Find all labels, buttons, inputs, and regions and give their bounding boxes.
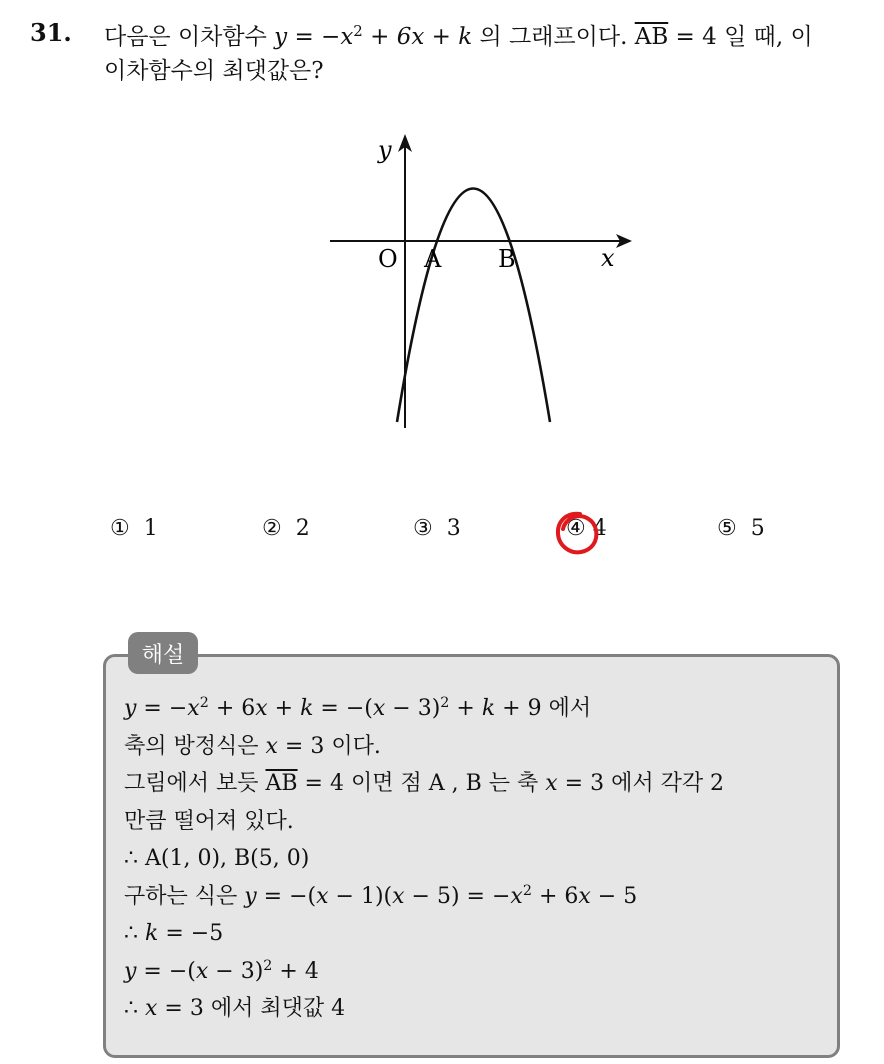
choice-1[interactable] <box>110 516 158 541</box>
solution-lines <box>124 690 830 1028</box>
question-equation-a: y = −x <box>274 24 354 50</box>
choice-5[interactable] <box>717 516 765 541</box>
choice-marker: ② <box>262 516 282 541</box>
answer-circle-mark <box>554 508 602 558</box>
y-axis-label: y <box>378 136 392 164</box>
solution-line-4: 만큼 떨어져 있다. <box>124 808 294 834</box>
choice-value: 5 <box>750 516 765 541</box>
solution-line-1: $y = -x^2 + 6x + k = -(x - 3)^2 + k + 9$ 에서 <box>124 695 592 721</box>
answer-choices <box>0 516 884 556</box>
solution-line-2: 축의 방정식은 x = 3 이다. <box>124 733 381 759</box>
point-a-label: A <box>424 245 442 273</box>
choice-value: 3 <box>446 516 461 541</box>
question-equation-b: + 6x + k <box>362 24 473 50</box>
point-b-label: B <box>498 245 516 273</box>
parabola-curve <box>397 189 550 423</box>
solution-line-3: 그림에서 보듯 $\overline{AB} = 4$ 이면 점 A , B 는 축 x = 3 에서 각각 2 <box>124 771 725 796</box>
choice-marker: ① <box>110 516 130 541</box>
solution-line-8: $y = -(x - 3)^2 + 4$ <box>124 957 319 984</box>
exponent: 2 <box>353 21 363 40</box>
question-number: 31. <box>30 18 72 47</box>
choice-value: 4 <box>592 516 607 541</box>
choice-marker: ④ <box>566 516 586 541</box>
choice-value: 1 <box>143 516 158 541</box>
solution-tag: 해설 <box>128 632 198 674</box>
parabola-graph <box>320 124 640 434</box>
red-circle-stroke <box>558 514 596 553</box>
question-line-2: 이차함수의 최댓값은? <box>104 58 324 84</box>
question-text-c: = 4 일 때, 이 <box>668 24 813 50</box>
x-axis-label: x <box>601 244 615 272</box>
choice-value: 2 <box>295 516 310 541</box>
origin-label: O <box>378 245 398 273</box>
choice-3[interactable] <box>413 516 461 541</box>
choice-marker: ⑤ <box>717 516 737 541</box>
solution-line-7: ∴ k = −5 <box>124 921 224 946</box>
question-text <box>104 20 874 88</box>
solution-line-9: ∴ x = 3 에서 최댓값 4 <box>124 996 346 1021</box>
segment-ab: $\overline{AB}$ <box>634 24 669 50</box>
question-text-b: 의 그래프이다. <box>472 24 635 50</box>
choice-marker: ③ <box>413 516 433 541</box>
choice-2[interactable] <box>262 516 310 541</box>
solution-line-6: 구하는 식은 $y = -(x - 1)(x - 5) = -x^2 + 6x - 5$ <box>124 882 638 909</box>
question-text-a: 다음은 이차함수 <box>104 24 275 50</box>
solution-line-5: ∴ A(1, 0), B(5, 0) <box>124 846 310 871</box>
